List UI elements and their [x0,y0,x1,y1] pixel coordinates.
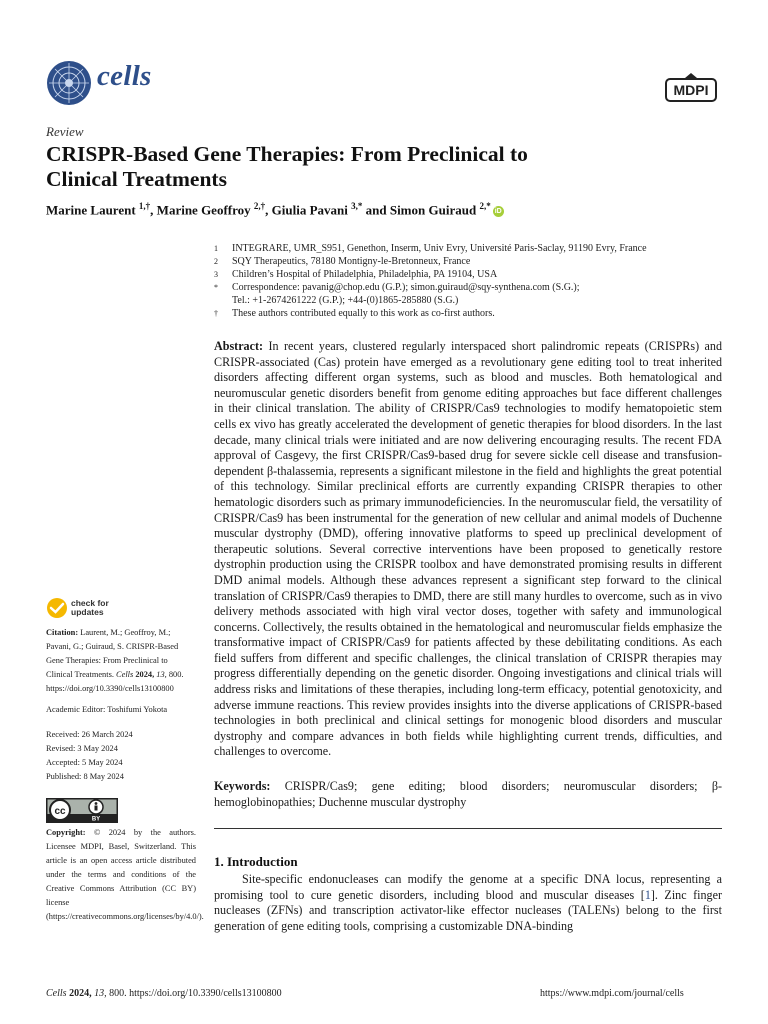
affiliation-key [214,294,232,307]
publisher-name: MDPI [673,82,709,98]
orcid-icon[interactable]: iD [494,208,502,216]
affiliation-key: 3 [214,270,218,279]
section-heading: 1. Introduction [214,854,298,869]
check-for-updates-badge[interactable] [46,597,136,623]
keywords [214,779,722,810]
affiliation-text: INTEGRARE, UMR_S951, Genethon, Inserm, Univ Evry, Université Paris-Saclay, 91190 Evry, France [232,243,647,254]
title-line: CRISPR-Based Gene Therapies: From Preclinical to [46,142,528,166]
mdpi-logo[interactable] [665,72,717,102]
citation-text: Laurent, M.; Geoffroy, M.; Pavani, G.; Guiraud, S. CRISPR-Based Gene Therapies: From Preclinical to Clinical Treatments. [46,628,179,679]
publication-dates [46,728,196,784]
author-sup: 2,* [479,201,491,211]
author-name[interactable]: Marine Laurent [46,202,136,218]
cc-by-label: BY [91,816,101,823]
affiliation-key: 1 [214,244,218,253]
affiliations [214,242,724,320]
published-date: Published: 8 May 2024 [46,772,124,781]
footer-year: 2024, [69,988,92,999]
copyright-text: © 2024 by the authors. Licensee MDPI, Basel, Switzerland. This article is an open access article distributed under the terms and conditions of the Creative Commons Attribution (CC BY) license (https://creativecommons.org/licenses/by/4.0/). [46,828,204,921]
intro-text: ]. Zinc finger nucleases (ZFNs) and transcription activator-like effector nucleases (TALENs) belong to the first generation of gene editing tools, comprising a customizable DNA-binding [214,887,722,933]
citation-label: Citation: [46,628,79,637]
citation [46,626,196,696]
affiliation-key: † [214,309,218,318]
check-updates-line: updates [71,607,104,617]
abstract-label: Abstract: [214,339,264,353]
author-name[interactable]: Simon Guiraud [389,202,477,218]
introduction-paragraph [214,872,722,934]
accepted-date: Accepted: 5 May 2024 [46,758,123,767]
footnote-text: These authors contributed equally to this work as co-first authors. [232,308,495,319]
svg-text:cc: cc [54,806,66,817]
journal-name[interactable]: cells [97,60,152,92]
keywords-label: Keywords: [214,779,271,793]
affiliation-key: 2 [214,257,218,266]
correspondence-text[interactable]: Correspondence: pavanig@chop.edu (G.P.); simon.guiraud@sqy-synthena.com (S.G.); [232,282,580,293]
title-line: Clinical Treatments [46,167,227,191]
author-name[interactable]: Marine Geoffroy [156,202,251,218]
check-updates-line: check for [71,598,109,608]
citation-doi[interactable]: 800. https://doi.org/10.3390/cells13100800 [46,670,184,693]
article-title [46,142,686,192]
affiliation [214,242,724,255]
affiliation-key: * [214,283,218,292]
copyright-label: Copyright: [46,828,86,837]
correspondence-phone [214,294,724,307]
abstract [214,339,722,760]
affiliation [214,268,724,281]
footer-journal: Cells [46,988,67,999]
abstract-text: In recent years, clustered regularly interspaced short palindromic repeats (CRISPRs) and CRISPR-associated (Cas) protein have emerged as a revolutionary gene editing tool to treat inherited disorders affecting different organ systems, such as blood and muscles. Both hematological and neuromuscular genetic disorders benefit from genome editing approaches but face different challenges in their clinical translation. The ability of CRISPR/Cas9 technologies to modify hematopoietic stem cells ex vivo has greatly accelerated the development of genetic therapies for blood disorders. In the last decade, many clinical trials were initiated and are now delivering encouraging results. The recent FDA approval of Casgevy, the first CRISPR/Cas9-based drug for severe sickle cell disease and transfusion-dependent β-thalassemia, represents a significant milestone in the field and highlights the great potential of this technology. Similar preclinical efforts are currently expanding CRISPR therapies to other hematologic disorders such as primary immunodeficiencies. In the neuromuscular field, the versatility of CRISPR/Cas9 has been instrumental for the generation of new cellular and animal models of Duchenne muscular dystrophy (DMD), offering innovative platforms to speed up preclinical development of therapeutic solutions. Several corrective interventions have been proposed to genetically restore dystrophin production using the CRISPR toolbox and have demonstrated promising results in different DMD animal models. Although these advances represent a significant step forward to the clinical translation of CRISPR/Cas9 therapies to DMD, there are still many hurdles to overcome, such as in vivo delivery methods associated with high viral vector doses, together with safety and immunological concerns. Collectively, the results obtained in the hematological and neuromuscular fields emphasize the transformative impact of CRISPR/Cas9 for patients affected by these debilitating conditions. As each field suffers from different and specific challenges, the clinical translation of CRISPR therapies may progress differentially depending on the genetic disorder. Ongoing investigations and clinical trials will address risks and limitations of these therapies, including long-term efficacy, potential genotoxicity, and adverse immune reactions. This review provides insights into the diverse applications of CRISPR-based technologies in both preclinical and clinical settings for monogenic blood disorders and muscular dystrophy and compare advances in both fields while highlighting current trends, difficulties, and challenges to overcome. [214,339,722,759]
footnote [214,307,724,320]
cc-by-license-icon[interactable] [46,798,118,823]
affiliation-text: SQY Therapeutics, 78180 Montigny-le-Bretonneux, France [232,256,471,267]
intro-text: Site-specific endonucleases can modify the genome at a specific DNA locus, representing a promising tool to cure genetic disorders, including blood and muscular diseases [ [214,872,722,902]
author-sup: 1,† [138,201,151,211]
received-date: Received: 26 March 2024 [46,730,133,739]
academic-editor: Academic Editor: Toshifumi Yokota [46,705,168,714]
correspondence [214,281,724,294]
phone-text: Tel.: +1-2674261222 (G.P.); +44-(0)1865-285880 (S.G.) [232,295,459,306]
cells-journal-logo [46,60,92,106]
author-sup: 2,† [253,201,266,211]
keywords-text: CRISPR/Cas9; gene editing; blood disorders; neuromuscular disorders; β-hemoglobinopathies; Duchenne muscular dystrophy [214,779,722,809]
author-list: Marine Laurent $^{1,\dagger}$, Marine Geoffroy $^{2,\dagger}$, Giulia Pavani $^{3,*}$ and Simon Guiraud $^{2,*}$iD [46,201,502,218]
citation-journal: Cells [116,670,134,679]
article-type: Review [46,124,84,139]
author-name[interactable]: Giulia Pavani [271,202,348,218]
author-sup: 3,* [351,201,363,211]
affiliation-text: Children’s Hospital of Philadelphia, Philadelphia, PA 19104, USA [232,269,498,280]
affiliation [214,255,724,268]
section-divider [214,828,722,829]
reference-link[interactable]: 1 [644,887,651,902]
check-updates-icon [46,597,68,619]
footer-doi[interactable]: 800. https://doi.org/10.3390/cells13100800 [109,988,282,999]
footer-journal-url[interactable]: https://www.mdpi.com/journal/cells [540,988,684,999]
revised-date: Revised: 3 May 2024 [46,744,118,753]
footer-volume: 13, [94,988,107,999]
check-updates-label [71,599,109,617]
footer-citation [46,988,282,999]
copyright-notice [46,826,204,924]
citation-volume: 13, [156,670,167,679]
citation-year: 2024, [135,670,155,679]
